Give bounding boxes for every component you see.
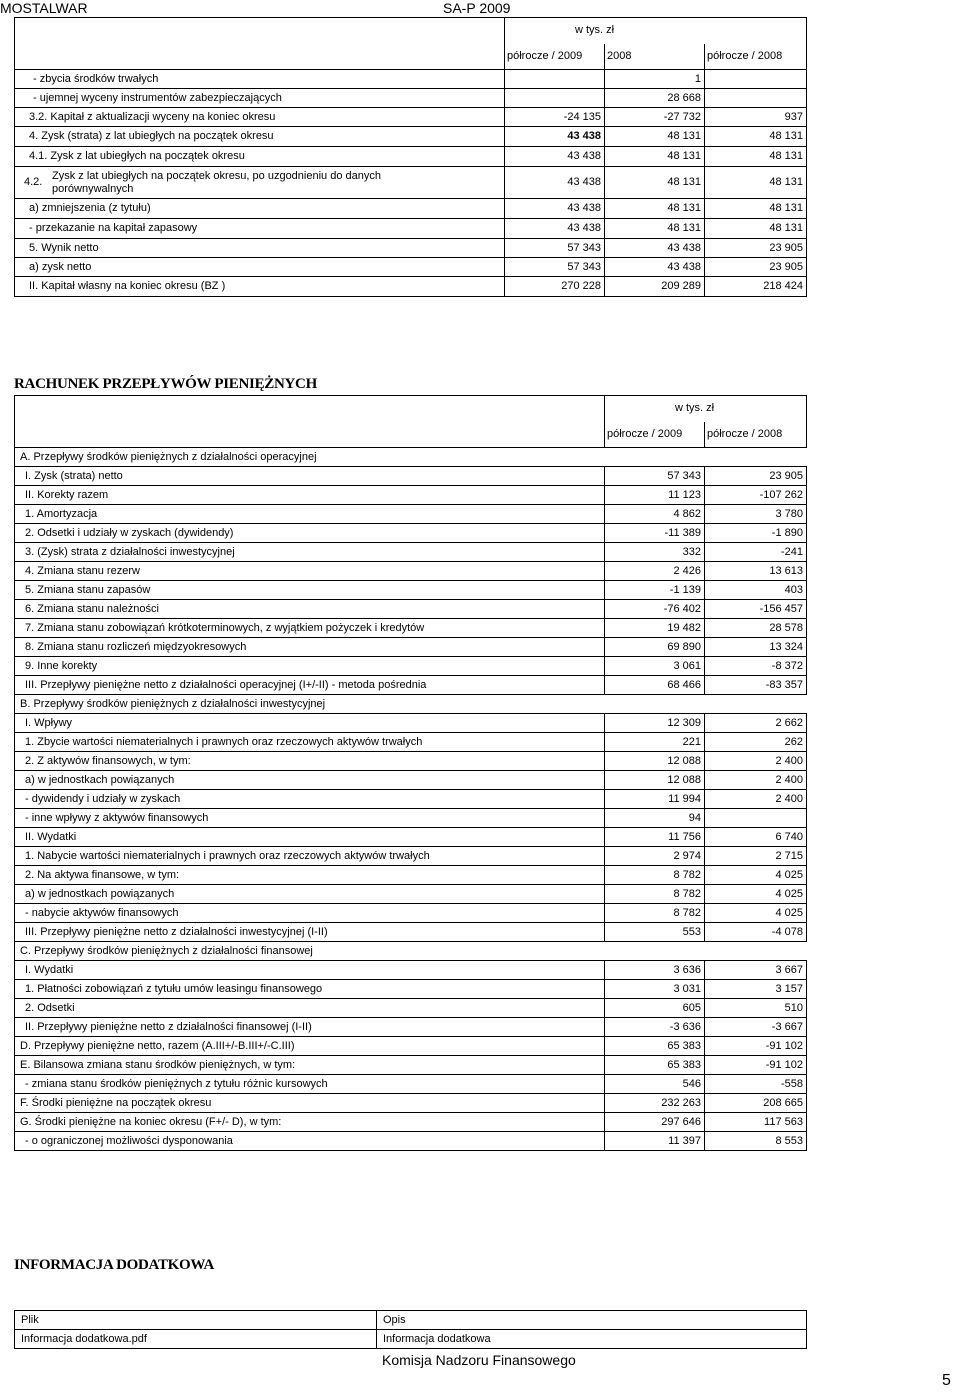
table-row [15,961,807,980]
row-value: 11 756 [605,828,705,847]
row-label: II. Korekty razem [15,486,605,505]
table-row [15,600,807,619]
row-value: 208 665 [705,1094,807,1113]
row-value: 3 780 [705,505,807,524]
row-value [505,70,605,89]
row-value: 2 426 [605,562,705,581]
table-row [15,167,807,199]
row-label: 4.1. Zysk z lat ubiegłych na początek okresu [15,147,505,167]
footer-text: Komisja Nadzoru Finansowego [382,1352,576,1368]
row-label: - ujemnej wyceny instrumentów zabezpieczających [15,89,505,108]
table-row [15,108,807,127]
row-value: -91 102 [705,1037,807,1056]
info-title: INFORMACJA DODATKOWA [14,1257,214,1273]
row-value: 43 438 [505,219,605,239]
row-value: 605 [605,999,705,1018]
row-label: I. Wydatki [15,961,605,980]
row-value: 43 438 [505,199,605,219]
row-value: 3 061 [605,657,705,676]
info-table [14,1310,807,1349]
cashflow-table [14,395,807,1151]
row-value: 232 263 [605,1094,705,1113]
row-label: 7. Zmiana stanu zobowiązań krótkoterminowych, z wyjątkiem pożyczek i kredytów [15,619,605,638]
row-value: 12 088 [605,771,705,790]
row-value: 2 400 [705,752,807,771]
row-value: 209 289 [605,277,705,297]
row-value: -8 372 [705,657,807,676]
row-value: 553 [605,923,705,942]
row-value: 48 131 [605,219,705,239]
row-label: - dywidendy i udziały w zyskach [15,790,605,809]
row-value: 11 397 [605,1132,705,1151]
row-value [705,809,807,828]
row-value: 68 466 [605,676,705,695]
row-label: A. Przepływy środków pieniężnych z działalności operacyjnej [15,448,807,467]
row-value: -107 262 [705,486,807,505]
row-value: -11 389 [605,524,705,543]
row-label [15,167,505,199]
table-row [15,638,807,657]
row-value: 4 025 [705,866,807,885]
table-row [15,1056,807,1075]
row-label: 6. Zmiana stanu należności [15,600,605,619]
row-label: II. Wydatki [15,828,605,847]
cashflow-col-header: półrocze / 2008 [705,422,807,448]
row-value: 4 862 [605,505,705,524]
row-value: -24 135 [505,108,605,127]
row-value: 2 974 [605,847,705,866]
table-row [15,239,807,258]
row-label: 8. Zmiana stanu rozliczeń międzyokresowych [15,638,605,657]
row-label: - o ograniczonej możliwości dysponowania [15,1132,605,1151]
table-row [15,657,807,676]
row-label: I. Wpływy [15,714,605,733]
table-row [15,904,807,923]
row-label: 3.2. Kapitał z aktualizacji wyceny na koniec okresu [15,108,505,127]
table-row [15,809,807,828]
table-row [15,885,807,904]
row-label: 9. Inne korekty [15,657,605,676]
cashflow-col-header: półrocze / 2009 [605,422,705,448]
row-value: 262 [705,733,807,752]
row-value: 8 782 [605,866,705,885]
table-row [15,923,807,942]
row-value: 48 131 [705,219,807,239]
table-row [15,980,807,999]
row-value: 48 131 [705,147,807,167]
row-value [705,89,807,108]
row-label: a) w jednostkach powiązanych [15,771,605,790]
row-value: 48 131 [605,147,705,167]
cashflow-title: RACHUNEK PRZEPŁYWÓW PIENIĘŻNYCH [14,376,317,392]
table-row [15,695,807,714]
row-value: 43 438 [505,167,605,199]
table-row [15,89,807,108]
row-value: -3 667 [705,1018,807,1037]
row-value: -1 139 [605,581,705,600]
info-file-link[interactable]: Informacja dodatkowa.pdf [15,1330,377,1349]
row-value: 48 131 [605,167,705,199]
row-value: 48 131 [705,199,807,219]
table-row [15,619,807,638]
row-value: -27 732 [605,108,705,127]
table-row [15,1037,807,1056]
row-value: 28 578 [705,619,807,638]
table-row [15,771,807,790]
row-label: 1. Amortyzacja [15,505,605,524]
row-label: 3. (Zysk) strata z działalności inwestycyjnej [15,543,605,562]
table-row [15,467,807,486]
table-row [15,942,807,961]
row-value: 43 438 [505,127,605,147]
row-value: 65 383 [605,1037,705,1056]
row-value: 57 343 [505,258,605,277]
table-row [15,999,807,1018]
row-label: G. Środki pieniężne na koniec okresu (F+/- D), w tym: [15,1113,605,1132]
row-value: 19 482 [605,619,705,638]
row-value: 546 [605,1075,705,1094]
row-label: 2. Na aktywa finansowe, w tym: [15,866,605,885]
row-label: - przekazanie na kapitał zapasowy [15,219,505,239]
table-row [15,714,807,733]
row-label: II. Kapitał własny na koniec okresu (BZ ) [15,277,505,297]
row-value: -3 636 [605,1018,705,1037]
row-value: -4 078 [705,923,807,942]
row-label: 4. Zmiana stanu rezerw [15,562,605,581]
row-value [505,89,605,108]
row-label: - inne wpływy z aktywów finansowych [15,809,605,828]
row-value: 2 400 [705,790,807,809]
row-value: 57 343 [605,467,705,486]
row-value: 48 131 [605,127,705,147]
row-label: I. Zysk (strata) netto [15,467,605,486]
row-value: 221 [605,733,705,752]
row-value: -76 402 [605,600,705,619]
row-value: 94 [605,809,705,828]
row-label: C. Przepływy środków pieniężnych z działalności finansowej [15,942,807,961]
table-row [15,486,807,505]
table-row [15,847,807,866]
table-row [15,505,807,524]
row-label: II. Przepływy pieniężne netto z działalności finansowej (I-II) [15,1018,605,1037]
row-value: 57 343 [505,239,605,258]
row-value: 43 438 [605,239,705,258]
company-name: MOSTALWAR [0,0,88,16]
row-value: 6 740 [705,828,807,847]
row-label: 2. Odsetki i udziały w zyskach (dywidendy) [15,524,605,543]
row-value: 13 324 [705,638,807,657]
table-row [15,1018,807,1037]
table-row [15,258,807,277]
row-value: 937 [705,108,807,127]
row-value: 2 662 [705,714,807,733]
row-value: 117 563 [705,1113,807,1132]
row-value: 218 424 [705,277,807,297]
row-value: 28 668 [605,89,705,108]
row-value: 8 782 [605,904,705,923]
row-label: 4. Zysk (strata) z lat ubiegłych na początek okresu [15,127,505,147]
table-row [15,733,807,752]
table-row [15,524,807,543]
table-row [15,448,807,467]
page-number: 5 [942,1372,951,1389]
cashflow-header-blank [15,396,605,448]
table-row [15,828,807,847]
table-row [15,147,807,167]
row-value: 1 [605,70,705,89]
row-value: 48 131 [705,167,807,199]
row-value: -91 102 [705,1056,807,1075]
row-value: 12 309 [605,714,705,733]
row-label-line2: porównywalnych [52,182,134,195]
table-row [15,676,807,695]
info-file-header: Plik [15,1311,377,1330]
table-row [15,277,807,297]
row-label: 1. Nabycie wartości niematerialnych i prawnych oraz rzeczowych aktywów trwałych [15,847,605,866]
row-value: 2 715 [705,847,807,866]
row-value: 4 025 [705,904,807,923]
row-value: 11 123 [605,486,705,505]
row-value: 3 031 [605,980,705,999]
row-label: III. Przepływy pieniężne netto z działalności inwestycyjnej (I-II) [15,923,605,942]
row-label: 5. Wynik netto [15,239,505,258]
row-label: - nabycie aktywów finansowych [15,904,605,923]
table-row [15,219,807,239]
table-row [15,581,807,600]
row-label: 2. Z aktywów finansowych, w tym: [15,752,605,771]
equity-header-blank [15,18,505,70]
row-value: 510 [705,999,807,1018]
table-row [15,1075,807,1094]
row-label-prefix: 4.2. [24,176,43,188]
row-label-line1: Zysk z lat ubiegłych na początek okresu, po uzgodnieniu do danych [52,169,381,182]
row-label: a) zysk netto [15,258,505,277]
row-value: -83 357 [705,676,807,695]
table-row [15,790,807,809]
row-label: a) zmniejszenia (z tytułu) [15,199,505,219]
row-value: 48 131 [705,127,807,147]
row-label: - zmiana stanu środków pieniężnych z tytułu różnic kursowych [15,1075,605,1094]
table-row [15,866,807,885]
row-value: 43 438 [505,147,605,167]
row-value: 4 025 [705,885,807,904]
row-value: 3 636 [605,961,705,980]
row-value: 43 438 [605,258,705,277]
row-value: 65 383 [605,1056,705,1075]
row-label: F. Środki pieniężne na początek okresu [15,1094,605,1113]
cashflow-unit: w tys. zł [605,396,807,422]
row-label: 2. Odsetki [15,999,605,1018]
info-desc-header: Opis [377,1311,807,1330]
row-value: 69 890 [605,638,705,657]
table-row [15,127,807,147]
row-value: 403 [705,581,807,600]
row-value: -156 457 [705,600,807,619]
row-value: 3 667 [705,961,807,980]
row-label: B. Przepływy środków pieniężnych z działalności inwestycyjnej [15,695,807,714]
report-code: SA-P 2009 [443,0,511,16]
row-value: -241 [705,543,807,562]
row-label: 1. Zbycie wartości niematerialnych i prawnych oraz rzeczowych aktywów trwałych [15,733,605,752]
row-label: a) w jednostkach powiązanych [15,885,605,904]
row-value [705,70,807,89]
row-value: 8 782 [605,885,705,904]
row-label: III. Przepływy pieniężne netto z działalności operacyjnej (I+/-II) - metoda pośrednia [15,676,605,695]
row-value: 2 400 [705,771,807,790]
row-label: 5. Zmiana stanu zapasów [15,581,605,600]
table-row [15,1094,807,1113]
equity-col-header: 2008 [605,44,705,70]
row-value: 12 088 [605,752,705,771]
row-value: 11 994 [605,790,705,809]
table-row [15,70,807,89]
table-row [15,199,807,219]
equity-col-header: półrocze / 2009 [505,44,605,70]
row-value: 23 905 [705,258,807,277]
row-value: 297 646 [605,1113,705,1132]
table-row [15,752,807,771]
row-label: D. Przepływy pieniężne netto, razem (A.III+/-B.III+/-C.III) [15,1037,605,1056]
row-label: E. Bilansowa zmiana stanu środków pieniężnych, w tym: [15,1056,605,1075]
table-row [15,543,807,562]
table-row [15,562,807,581]
row-value: 332 [605,543,705,562]
equity-table [14,17,807,297]
row-value: 270 228 [505,277,605,297]
row-value: 23 905 [705,467,807,486]
row-value: 8 553 [705,1132,807,1151]
equity-col-header: półrocze / 2008 [705,44,807,70]
row-value: 13 613 [705,562,807,581]
row-value: 23 905 [705,239,807,258]
row-value: -1 890 [705,524,807,543]
info-description: Informacja dodatkowa [377,1330,807,1349]
table-row [15,1113,807,1132]
table-row [15,1132,807,1151]
row-value: 3 157 [705,980,807,999]
equity-unit: w tys. zł [505,18,807,44]
row-label: - zbycia środków trwałych [15,70,505,89]
row-label: 1. Płatności zobowiązań z tytułu umów leasingu finansowego [15,980,605,999]
row-value: 48 131 [605,199,705,219]
row-value: -558 [705,1075,807,1094]
